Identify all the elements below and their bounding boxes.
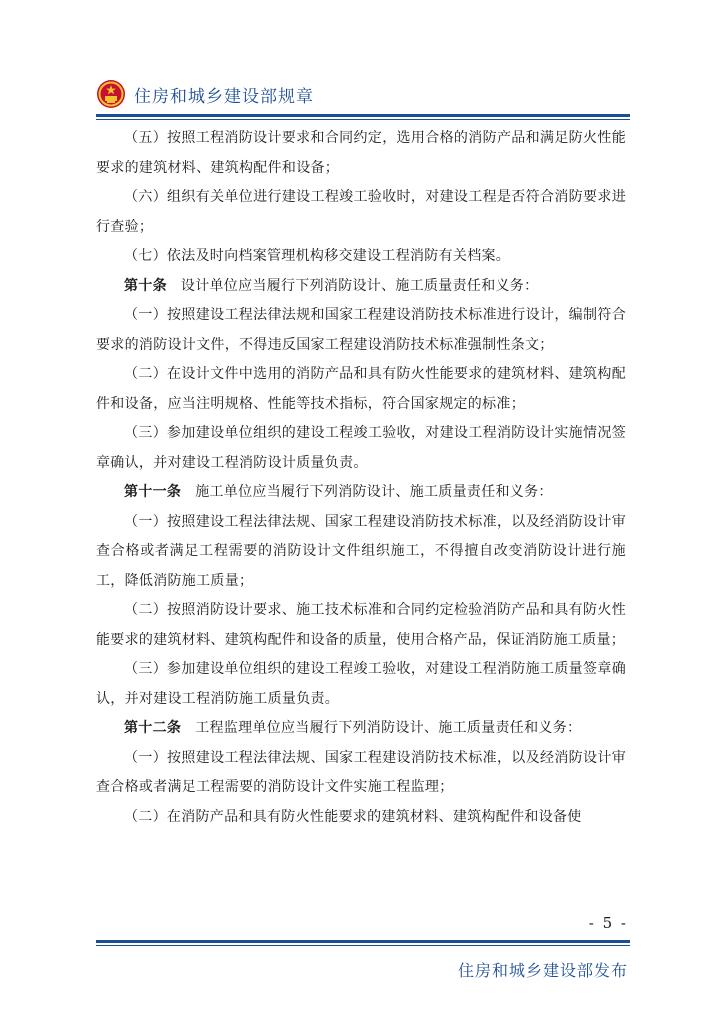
header-rule-thin bbox=[96, 119, 630, 120]
article-paragraph bbox=[96, 714, 626, 744]
paragraph-text: （二）按照消防设计要求、施工技术标准和合同约定检验消防产品和具有防火性能要求的建筑材料、建筑构配件和设备的质量，使用合格产品，保证消防施工质量； bbox=[96, 602, 626, 648]
article-paragraph bbox=[96, 272, 626, 302]
footer-rule-thin bbox=[96, 945, 630, 946]
clause-paragraph bbox=[96, 183, 626, 242]
article-number: 第十二条 bbox=[124, 720, 182, 736]
clause-paragraph bbox=[96, 744, 626, 803]
clause-paragraph bbox=[96, 360, 626, 419]
page-header bbox=[96, 72, 636, 116]
paragraph-text: （三）参加建设单位组织的建设工程竣工验收，对建设工程消防设计实施情况签章确认，并对建设工程消防设计质量负责。 bbox=[96, 425, 626, 471]
paragraph-text: 工程监理单位应当履行下列消防设计、施工质量责任和义务： bbox=[195, 720, 582, 736]
paragraph-text: 施工单位应当履行下列消防设计、施工质量责任和义务： bbox=[195, 484, 553, 500]
clause-paragraph bbox=[96, 508, 626, 597]
footer-rule bbox=[96, 940, 630, 943]
paragraph-text: （七）依法及时向档案管理机构移交建设工程消防有关档案。 bbox=[124, 248, 511, 264]
paragraph-text: （二）在设计文件中选用的消防产品和具有防火性能要求的建筑材料、建筑构配件和设备，应当注明规格、性能等技术指标，符合国家规定的标准； bbox=[96, 366, 626, 412]
clause-paragraph bbox=[96, 124, 626, 183]
clause-paragraph bbox=[96, 242, 626, 272]
page-number: - 5 - bbox=[588, 914, 628, 932]
footer-text: 住房和城乡建设部发布 bbox=[457, 961, 628, 980]
header-rule bbox=[96, 114, 630, 117]
clause-paragraph bbox=[96, 655, 626, 714]
paragraph-text: （六）组织有关单位进行建设工程竣工验收时，对建设工程是否符合消防要求进行查验； bbox=[96, 189, 626, 235]
paragraph-text: （一）按照建设工程法律法规、国家工程建设消防技术标准，以及经消防设计审查合格或者满足工程需要的消防设计文件组织施工，不得擅自改变消防设计进行施工，降低消防施工质量； bbox=[96, 513, 626, 589]
paragraph-text: （二）在消防产品和具有防火性能要求的建筑材料、建筑构配件和设备使 bbox=[124, 808, 582, 825]
clause-paragraph bbox=[96, 596, 626, 655]
header-title: 住房和城乡建设部规章 bbox=[134, 86, 314, 107]
paragraph-text: （五）按照工程消防设计要求和合同约定，选用合格的消防产品和满足防火性能要求的建筑材料、建筑构配件和设备； bbox=[96, 130, 626, 176]
document-body bbox=[96, 124, 626, 832]
clause-paragraph bbox=[96, 803, 626, 833]
paragraph-text: （一）按照建设工程法律法规、国家工程建设消防技术标准，以及经消防设计审查合格或者满足工程需要的消防设计文件实施工程监理； bbox=[96, 749, 626, 795]
article-paragraph bbox=[96, 478, 626, 508]
paragraph-text: （三）参加建设单位组织的建设工程竣工验收，对建设工程消防施工质量签章确认，并对建设工程消防施工质量负责。 bbox=[96, 661, 626, 707]
national-emblem-icon bbox=[96, 79, 126, 109]
clause-paragraph bbox=[96, 419, 626, 478]
paragraph-text: 设计单位应当履行下列消防设计、施工质量责任和义务： bbox=[180, 277, 539, 294]
clause-paragraph bbox=[96, 301, 626, 360]
paragraph-text: （一）按照建设工程法律法规和国家工程建设消防技术标准进行设计，编制符合要求的消防设计文件，不得违反国家工程建设消防技术标准强制性条文； bbox=[96, 307, 626, 353]
article-number: 第十一条 bbox=[124, 484, 182, 500]
article-number: 第十条 bbox=[124, 277, 167, 294]
